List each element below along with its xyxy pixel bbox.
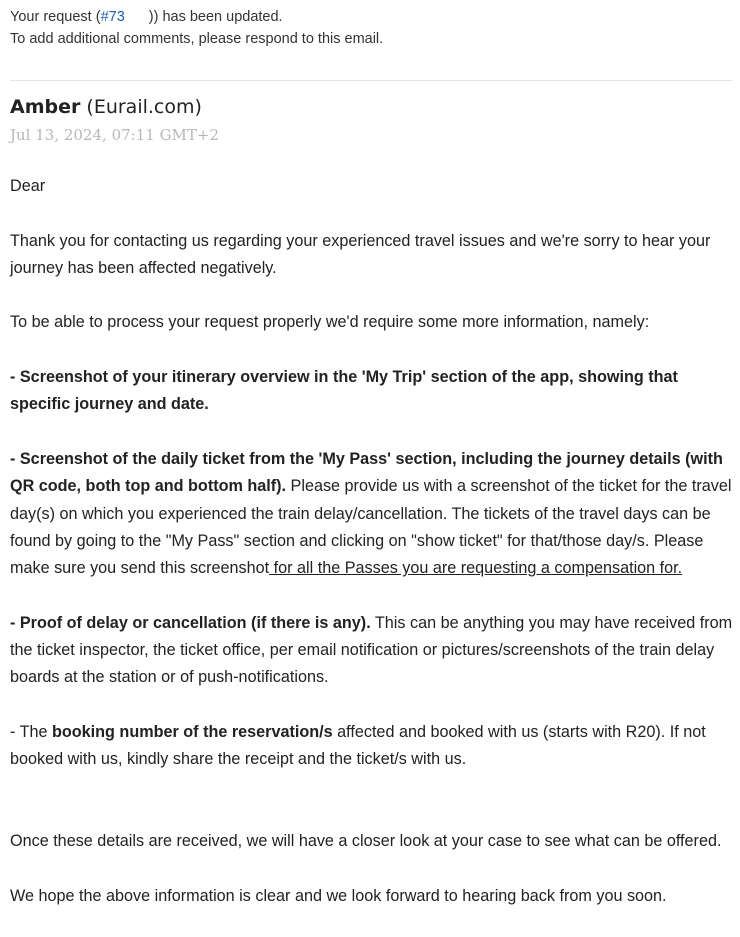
request-link[interactable]: #73 [100, 9, 125, 25]
closing-details: Once these details are received, we will have a closer look at your case to see what can be offered. [10, 832, 722, 851]
item-daily-ticket [10, 446, 738, 582]
message-date: Jul 13, 2024, 07:11 GMT+2 [10, 126, 220, 144]
item-daily-ticket-bold: - Screenshot of the daily ticket from the 'My Pass' section, including the journey details (with QR code, both top and bottom half). [10, 449, 723, 496]
item-daily-ticket-underline: for all the Passes you are requesting a compensation for. [269, 559, 683, 578]
paragraph-intro: Thank you for contacting us regarding your experienced travel issues and we're sorry to hear your journey has been affected negatively. [10, 231, 711, 277]
sender [10, 96, 202, 118]
closing-hope: We hope the above information is clear and we look forward to hearing back from you soon. [10, 886, 667, 905]
item-itinerary [10, 364, 738, 419]
item-proof-bold: - Proof of delay or cancellation (if there is any). [10, 613, 371, 632]
item-daily-ticket-text: Please provide us with a screenshot of the ticket for the travel day(s) on which you experienced the train delay/cancellation. The tickets of the travel days can be found by going to the "My Pass" section and clicking on "show ticket" for that/those day/s. Please make sure you send this screenshot [10, 477, 732, 578]
item-itinerary-bold: - Screenshot of your itinerary overview in the 'My Trip' section of the app, showing that specific journey and date. [10, 368, 678, 414]
message-body [10, 173, 738, 937]
divider [10, 80, 732, 81]
item-booking [10, 719, 738, 774]
item-proof-text: This can be anything you may have received from the ticket inspector, the ticket office, per email notification or pictures/screenshots of the train delay boards at the station or of push-notifications. [10, 613, 733, 687]
item-booking-bold: booking number of the reservation/s [52, 722, 333, 741]
item-booking-prefix: - The [10, 722, 52, 741]
item-booking-text: affected and booked with us (starts with R20). If not booked with us, kindly share the receipt and the ticket/s with us. [10, 722, 706, 769]
update-notice [10, 6, 383, 50]
sender-name: Amber [10, 96, 81, 118]
update-line [10, 6, 383, 28]
update-suffix: )) has been updated. [148, 9, 283, 25]
update-prefix: Your request ( [10, 9, 101, 25]
sender-org: (Eurail.com) [86, 96, 202, 118]
paragraph-request: To be able to process your request properly we'd require some more information, namely: [10, 313, 650, 332]
item-proof [10, 610, 738, 692]
greeting: Dear [10, 177, 46, 195]
reply-instruction: To add additional comments, please respond to this email. [10, 31, 384, 47]
